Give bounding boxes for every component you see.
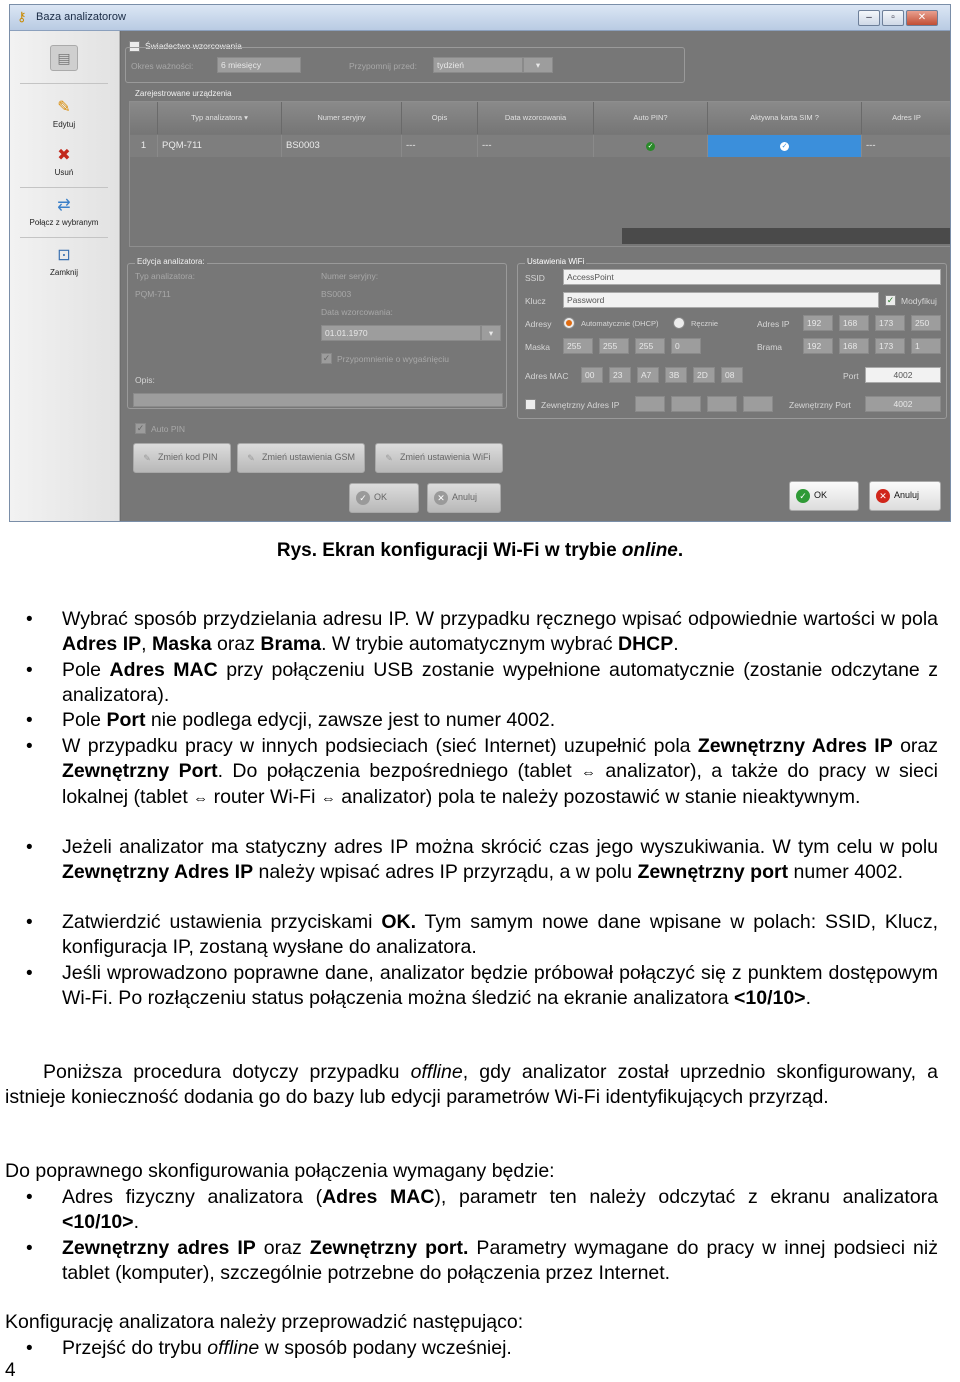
description-label: Opis: xyxy=(135,375,155,385)
mac-byte[interactable]: 3B xyxy=(665,367,687,383)
table-header-ip[interactable]: Adres IP xyxy=(862,102,951,134)
list-item: • Jeśli wprowadzono poprawne dane, analizator będzie próbował połączyć się z punktem dostępowym Wi-Fi. Po rozłączeniu status połączenia można śledzić na ekranie analizatora <10/10>. xyxy=(62,961,938,1011)
table-cell[interactable]: 1 xyxy=(130,135,158,157)
chevron-down-icon[interactable]: ▾ xyxy=(523,57,553,73)
gateway-octet[interactable]: 173 xyxy=(875,338,905,354)
ssid-label: SSID xyxy=(525,273,545,283)
manual-radio[interactable] xyxy=(673,317,685,329)
divider xyxy=(20,83,108,84)
devices-group-label: Zarejestrowane urządzenia xyxy=(135,89,232,98)
ssid-input[interactable]: AccessPoint xyxy=(563,269,941,285)
mask-octet[interactable]: 255 xyxy=(635,338,665,354)
table-header-sim[interactable]: Aktywna karta SIM ? xyxy=(708,102,862,134)
modify-checkbox[interactable]: ✓ xyxy=(886,295,895,305)
mask-octet[interactable]: 0 xyxy=(671,338,701,354)
list-item: • Adres fizyczny analizatora (Adres MAC), parametr ten należy odczytać z ekranu analizatora <10/10>. xyxy=(62,1185,938,1235)
edit-cancel-button[interactable]: ✕ Anuluj xyxy=(427,483,501,513)
pencil-icon: ✎ xyxy=(247,453,255,463)
sidebar-item-connect[interactable] xyxy=(10,197,118,227)
paragraph: Poniższa procedura dotyczy przypadku offline, gdy analizator został uprzednio skonfigurowany, a istnieje konieczność dodania go do bazy lub edycji parametrów Wi-Fi identyfikujących przyrząd. xyxy=(5,1061,938,1108)
mask-octet[interactable]: 255 xyxy=(563,338,593,354)
ip-label: Adres IP xyxy=(757,319,790,329)
calibration-date-field[interactable]: 01.01.1970 xyxy=(321,325,481,341)
ext-ip-octet[interactable] xyxy=(635,396,665,412)
window-title: Baza analizatorow xyxy=(36,11,126,23)
double-arrow-icon: ⇔ xyxy=(320,790,336,807)
ip-octet[interactable]: 250 xyxy=(911,315,941,331)
wifi-ok-button[interactable]: ✓ OK xyxy=(789,481,859,511)
table-cell[interactable]: --- xyxy=(478,135,594,157)
ext-ip-checkbox[interactable] xyxy=(525,399,536,410)
key-label: Klucz xyxy=(525,296,546,306)
table-cell[interactable] xyxy=(708,135,862,157)
app-window xyxy=(9,4,951,522)
page-number: 4 xyxy=(5,1360,16,1381)
sidebar-item-close[interactable] xyxy=(10,247,118,277)
mac-byte[interactable]: 2D xyxy=(693,367,715,383)
title-bar xyxy=(10,5,950,31)
main-panel xyxy=(121,31,951,522)
certificate-label: Świadectwo wzorcowania xyxy=(145,41,242,51)
edit-icon: ✎ xyxy=(57,99,71,116)
close-window-button[interactable]: ✕ xyxy=(906,10,938,26)
table-header-calibration[interactable]: Data wzorcowania xyxy=(478,102,594,134)
addressing-label: Adresy xyxy=(525,319,552,329)
table-header-serial[interactable]: Numer seryjny xyxy=(282,102,402,134)
sidebar-item-label: Usuń xyxy=(54,168,74,177)
key-input[interactable]: Password xyxy=(563,292,879,308)
reminder-label: Przypomnienie o wygaśnięciu xyxy=(337,354,449,364)
autopin-checkbox[interactable]: ✓ xyxy=(136,423,145,433)
change-wifi-button[interactable]: ✎ Zmień ustawienia WiFi xyxy=(375,443,503,473)
list-item: • Pole Port nie podlega edycji, zawsze jest to numer 4002. xyxy=(62,708,938,733)
table-cell[interactable]: --- xyxy=(862,135,951,157)
paragraph: Konfigurację analizatora należy przeprowadzić następująco: xyxy=(5,1311,524,1333)
close-icon: ✕ xyxy=(434,491,448,505)
dhcp-radio[interactable] xyxy=(563,317,575,329)
wifi-group-label: Ustawienia WiFi xyxy=(527,257,585,266)
table-cell[interactable]: PQM-711 xyxy=(158,135,282,157)
table-cell[interactable]: --- xyxy=(402,135,478,157)
check-icon: ✓ xyxy=(647,143,654,150)
key-icon: ⚷ xyxy=(17,9,27,24)
sidebar-item-edit[interactable] xyxy=(10,99,118,129)
wifi-cancel-button[interactable]: ✕ Anuluj xyxy=(869,481,941,511)
calibration-label: Data wzorcowania: xyxy=(321,307,393,317)
list-item: • Zewnętrzny adres IP oraz Zewnętrzny port. Parametry wymagane do pracy w innej podsieci niż tablet (komputer), szczególnie potrzebne do połączenia przez Internet. xyxy=(62,1236,938,1286)
gateway-octet[interactable]: 1 xyxy=(911,338,941,354)
type-value: PQM-711 xyxy=(135,289,171,299)
sidebar-item-label: Zamknij xyxy=(49,268,78,277)
table-cell[interactable] xyxy=(594,135,708,157)
chevron-down-icon[interactable]: ▾ xyxy=(481,325,501,341)
ext-port-label: Zewnętrzny Port xyxy=(789,400,851,410)
check-icon: ✓ xyxy=(781,143,788,150)
close-icon: ⊡ xyxy=(57,247,71,264)
double-arrow-icon: ⇔ xyxy=(193,790,209,807)
serial-value: BS0003 xyxy=(321,289,352,299)
list-item: • Pole Adres MAC przy połączeniu USB zostanie wypełnione automatycznie (zostanie odczytane z analizatora). xyxy=(62,658,938,708)
ip-octet[interactable]: 192 xyxy=(803,315,833,331)
change-gsm-button[interactable]: ✎ Zmień ustawienia GSM xyxy=(237,443,365,473)
divider xyxy=(20,237,108,238)
list-item: • W przypadku pracy w innych podsieciach (sieć Internet) uzupełnić pola Zewnętrzny Adres IP oraz Zewnętrzny Port. Do połączenia bezpośredniego (tablet ⇔ analizator), a także do pracy w sieci lokalnej (tablet ⇔ router Wi-Fi ⇔ analizator) pola te należy pozostawić w stanie nieaktywnym. xyxy=(62,734,938,811)
mac-byte[interactable]: 00 xyxy=(581,367,603,383)
manual-label: Ręcznie xyxy=(691,319,719,328)
validity-label: Okres ważności: xyxy=(131,61,194,71)
mask-label: Maska xyxy=(525,342,551,352)
serial-label: Numer seryjny: xyxy=(321,271,379,281)
table-cell[interactable]: BS0003 xyxy=(282,135,402,157)
table-header-description[interactable]: Opis xyxy=(402,102,478,134)
modify-label: Modyfikuj xyxy=(901,296,937,306)
divider xyxy=(20,187,108,188)
ext-ip-label: Zewnętrzny Adres IP xyxy=(541,400,620,410)
list-item: • Wybrać sposób przydzielania adresu IP. W przypadku ręcznego wpisać odpowiednie wartości w pola Adres IP, Maska oraz Brama. W trybie automatycznym wybrać DHCP. xyxy=(62,607,938,657)
gateway-octet[interactable]: 168 xyxy=(839,338,869,354)
pencil-icon: ✎ xyxy=(385,453,393,463)
ext-ip-octet[interactable] xyxy=(707,396,737,412)
gateway-octet[interactable]: 192 xyxy=(803,338,833,354)
gateway-label: Brama xyxy=(757,342,783,352)
remind-select[interactable]: tydzień xyxy=(433,57,523,73)
list-item: • Jeżeli analizator ma statyczny adres IP można skrócić czas jego wyszukiwania. W tym celu w polu Zewnętrzny Adres IP należy wpisać adres IP przyrządu, a w polu Zewnętrzny port numer 4002. xyxy=(62,835,938,885)
mask-octet[interactable]: 255 xyxy=(599,338,629,354)
sidebar-item-label: Połącz z wybranym xyxy=(29,218,99,227)
connect-icon: ⇄ xyxy=(57,197,71,214)
list-item: • Przejść do trybu offline w sposób podany wcześniej. xyxy=(62,1336,938,1361)
ip-octet[interactable]: 168 xyxy=(839,315,869,331)
maximize-button[interactable]: ▫ xyxy=(882,10,904,26)
change-pin-button[interactable]: ✎ Zmień kod PIN xyxy=(133,443,231,473)
mac-byte[interactable]: 23 xyxy=(609,367,631,383)
mac-byte[interactable]: 08 xyxy=(721,367,743,383)
dhcp-label: Automatycznie (DHCP) xyxy=(581,319,659,328)
double-arrow-icon: ⇔ xyxy=(581,764,597,781)
remind-label: Przypomnij przed: xyxy=(349,61,418,71)
table-header-type[interactable]: Typ analizatora ▾ xyxy=(158,102,282,134)
mac-byte[interactable]: A7 xyxy=(637,367,659,383)
paragraph: Do poprawnego skonfigurowania połączenia wymagany będzie: xyxy=(5,1160,555,1182)
pencil-icon: ✎ xyxy=(143,453,151,463)
port-label: Port xyxy=(843,371,859,381)
sidebar-item-label: Edytuj xyxy=(52,120,76,129)
delete-icon: ✖ xyxy=(57,147,71,164)
minimize-button[interactable]: ‒ xyxy=(858,10,880,26)
devices-table xyxy=(129,101,951,247)
ext-ip-octet[interactable] xyxy=(671,396,701,412)
ip-octet[interactable]: 173 xyxy=(875,315,905,331)
table-header-index xyxy=(130,102,158,134)
database-icon: ▤ xyxy=(50,45,78,71)
ext-port-field[interactable]: 4002 xyxy=(865,396,941,412)
check-icon: ✓ xyxy=(796,489,810,503)
validity-select[interactable]: 6 miesięcy xyxy=(217,57,301,73)
mac-label: Adres MAC xyxy=(525,371,569,381)
edit-group-label: Edycja analizatora: xyxy=(137,257,205,266)
type-label: Typ analizatora: xyxy=(135,271,196,281)
sidebar-item-delete[interactable] xyxy=(10,147,118,177)
close-icon: ✕ xyxy=(876,489,890,503)
table-header-autopin[interactable]: Auto PIN? xyxy=(594,102,708,134)
port-field: 4002 xyxy=(865,367,941,383)
scrollbar[interactable] xyxy=(622,228,951,244)
list-item: • Zatwierdzić ustawienia przyciskami OK. Tym samym nowe dane wpisane w polach: SSID, Klucz, konfiguracja IP, zostaną wysłane do analizatora. xyxy=(62,910,938,960)
edit-ok-button[interactable]: ✓ OK xyxy=(349,483,419,513)
reminder-checkbox[interactable]: ✓ xyxy=(322,353,331,363)
check-icon: ✓ xyxy=(356,491,370,505)
autopin-label: Auto PIN xyxy=(151,424,186,434)
description-field[interactable] xyxy=(133,393,503,407)
sidebar xyxy=(10,31,120,522)
figure-caption: Rys. Ekran konfiguracji Wi-Fi w trybie online. xyxy=(276,540,684,561)
ext-ip-octet[interactable] xyxy=(743,396,773,412)
